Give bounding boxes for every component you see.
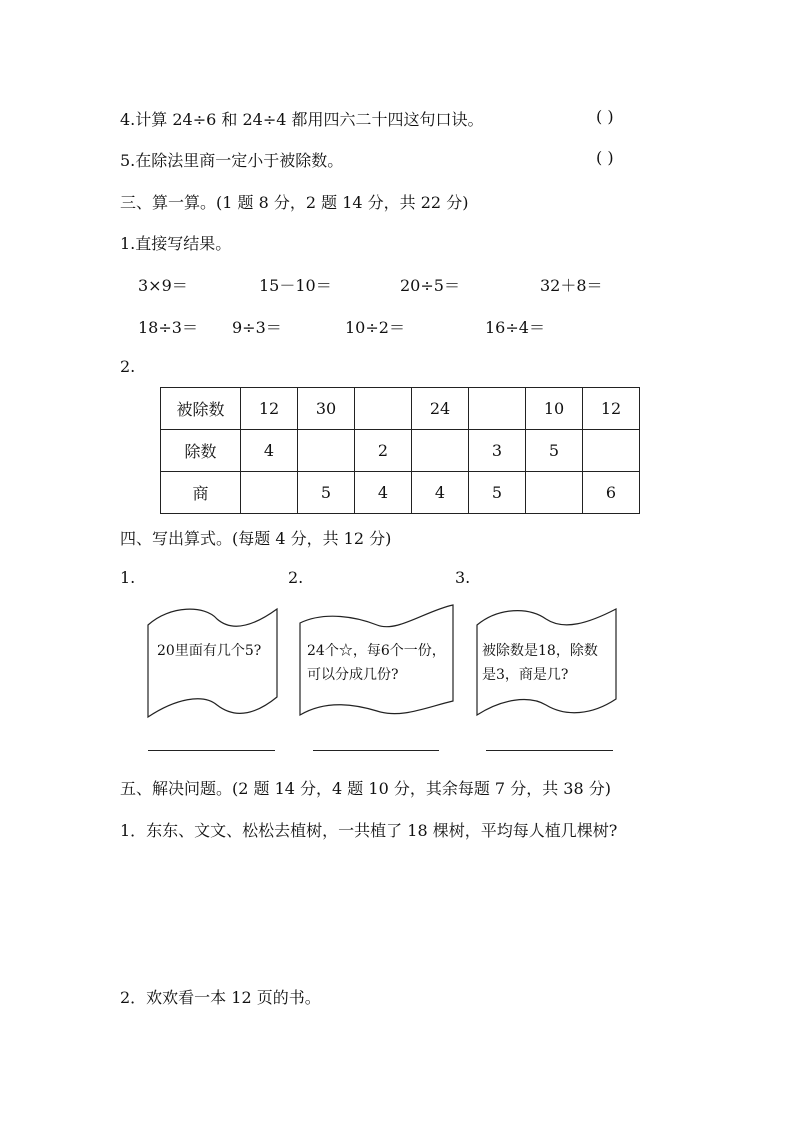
table-cell[interactable] — [469, 388, 526, 430]
scroll-1-line1: 20里面有几个5? — [157, 643, 262, 659]
table-cell[interactable] — [412, 430, 469, 472]
answer-line-1[interactable] — [148, 750, 275, 751]
answer-line-3[interactable] — [486, 750, 613, 751]
scroll-2-line2: 可以分成几份? — [307, 667, 399, 683]
scroll-outline-icon — [145, 603, 281, 723]
table-cell[interactable] — [298, 430, 355, 472]
scroll-3-line1: 被除数是18，除数 — [482, 643, 598, 659]
calc-item: 16÷4＝ — [485, 318, 545, 337]
section3-title: 三、算一算。(1 题 8 分，2 题 14 分，共 22 分) — [120, 193, 469, 212]
judge-q4-text: 4.计算 24÷6 和 24÷4 都用四六二十四这句口诀。 — [120, 110, 484, 129]
table-cell[interactable]: 10 — [526, 388, 583, 430]
calc-item: 3×9＝ — [138, 276, 188, 295]
judge-q4-answer-paren[interactable]: ( ) — [596, 107, 614, 126]
table-cell[interactable]: 4 — [412, 472, 469, 514]
table-cell: 被除数 — [161, 388, 241, 430]
scroll-card-3 — [474, 603, 620, 723]
division-table — [160, 387, 640, 514]
judge-q5-answer-paren[interactable]: ( ) — [596, 148, 614, 167]
table-cell[interactable]: 12 — [241, 388, 298, 430]
scroll-card-1 — [145, 603, 281, 723]
calc-item: 9÷3＝ — [232, 318, 282, 337]
section4-q3-label: 3. — [455, 568, 471, 587]
scroll-card-2 — [297, 603, 457, 723]
table-cell[interactable]: 2 — [355, 430, 412, 472]
scroll-2-line1: 24个☆，每6个一份， — [307, 643, 446, 659]
section3-q1-title: 1.直接写结果。 — [120, 234, 232, 253]
calc-item: 15－10＝ — [259, 276, 332, 295]
calc-item: 32＋8＝ — [540, 276, 603, 295]
table-cell[interactable] — [241, 472, 298, 514]
answer-line-2[interactable] — [313, 750, 439, 751]
table-cell[interactable]: 24 — [412, 388, 469, 430]
section4-title: 四、写出算式。(每题 4 分，共 12 分) — [120, 529, 392, 548]
table-cell[interactable]: 12 — [583, 388, 640, 430]
table-cell: 商 — [161, 472, 241, 514]
section5-q1: 1．东东、文文、松松去植树，一共植了 18 棵树，平均每人植几棵树? — [120, 821, 618, 840]
calc-item: 18÷3＝ — [138, 318, 198, 337]
section3-q2-label: 2. — [120, 357, 136, 376]
table-cell[interactable]: 5 — [526, 430, 583, 472]
table-cell[interactable] — [583, 430, 640, 472]
table-cell[interactable] — [355, 388, 412, 430]
judge-q5-text: 5.在除法里商一定小于被除数。 — [120, 151, 344, 170]
table-row — [161, 388, 640, 430]
table-cell[interactable]: 3 — [469, 430, 526, 472]
section5-title: 五、解决问题。(2 题 14 分，4 题 10 分，其余每题 7 分，共 38 分) — [120, 779, 611, 798]
scroll-3-line2: 是3，商是几? — [482, 667, 569, 683]
section4-q2-label: 2. — [288, 568, 304, 587]
table-row — [161, 472, 640, 514]
table-cell[interactable]: 6 — [583, 472, 640, 514]
table-cell[interactable]: 30 — [298, 388, 355, 430]
calc-item: 20÷5＝ — [400, 276, 460, 295]
table-cell[interactable]: 5 — [469, 472, 526, 514]
table-cell[interactable]: 4 — [355, 472, 412, 514]
table-cell[interactable]: 5 — [298, 472, 355, 514]
table-row — [161, 430, 640, 472]
section4-q1-label: 1. — [120, 568, 136, 587]
section5-q2: 2．欢欢看一本 12 页的书。 — [120, 988, 321, 1007]
table-cell[interactable]: 4 — [241, 430, 298, 472]
table-cell[interactable] — [526, 472, 583, 514]
table-cell: 除数 — [161, 430, 241, 472]
calc-item: 10÷2＝ — [345, 318, 405, 337]
